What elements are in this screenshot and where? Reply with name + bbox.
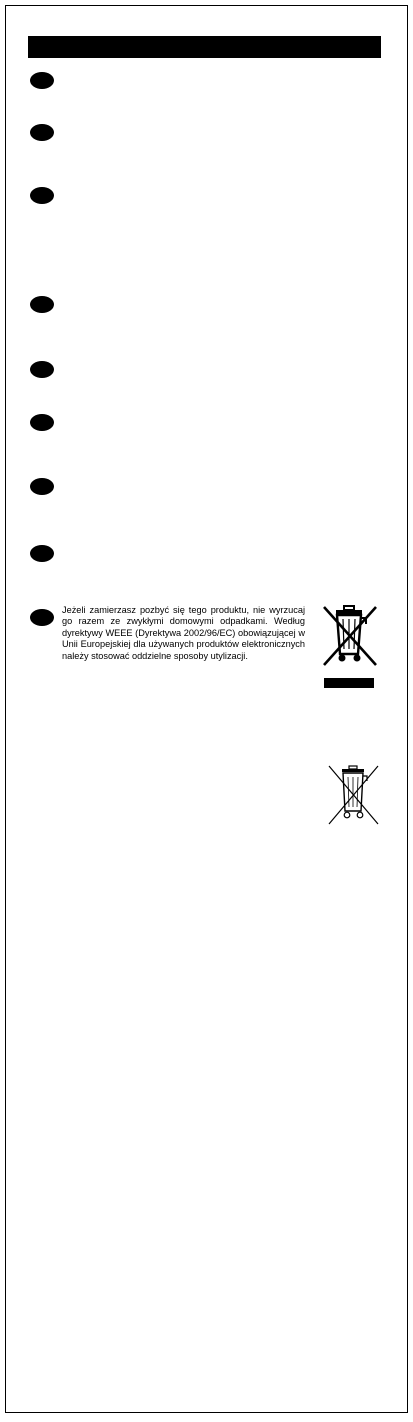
language-bullet-8 (30, 545, 54, 562)
weee-disposal-notice: Jeżeli zamierzasz pozbyć się tego produktu, nie wyrzucaj go razem ze zwykłymi domowymi odpadkami. Według dyrektywy WEEE (Dyrektywa 2002/96/EC) obowiązującej w Unii Europejskiej dla używanych produktów elektronicznych należy stosować oddzielne sposoby utylizacji. (62, 605, 305, 661)
crossed-out-bin-icon-small (326, 763, 380, 825)
language-bullet-4 (30, 296, 54, 313)
language-bullet-7 (30, 478, 54, 495)
language-bullet-6 (30, 414, 54, 431)
bin-underline-bar (324, 678, 374, 688)
language-bullet-2 (30, 124, 54, 141)
crossed-out-bin-icon (320, 604, 378, 666)
language-bullet-3 (30, 187, 54, 204)
language-bullet-9 (30, 609, 54, 626)
language-bullet-5 (30, 361, 54, 378)
page-border (5, 5, 408, 1413)
header-bar (28, 36, 381, 58)
language-bullet-1 (30, 72, 54, 89)
